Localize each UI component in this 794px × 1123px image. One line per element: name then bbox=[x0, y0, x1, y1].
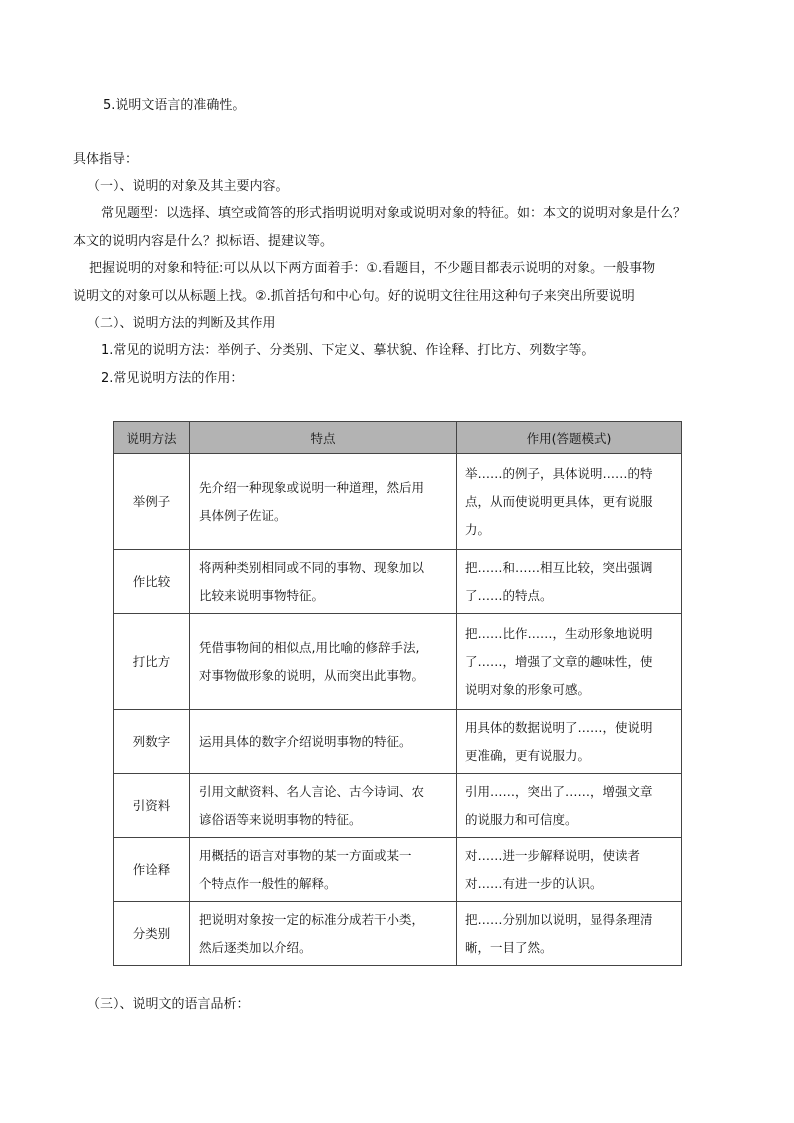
method-function bbox=[457, 838, 682, 902]
method-feature bbox=[190, 550, 457, 614]
method-name: 作诠释 bbox=[114, 838, 190, 902]
method-function bbox=[457, 902, 682, 966]
feature-line: 引用文献资料、名人言论、古今诗词、农 bbox=[199, 783, 425, 799]
header-feature: 特点 bbox=[190, 422, 457, 454]
table-row bbox=[114, 902, 682, 966]
function-line: 了……的特点。 bbox=[465, 587, 553, 603]
feature-line: 具体例子佐证。 bbox=[199, 507, 287, 523]
feature-line: 谚俗语等来说明事物的特征。 bbox=[199, 811, 362, 827]
feature-line: 把说明对象按一定的标准分成若干小类， bbox=[199, 911, 425, 927]
feature-line: 对事物做形象的说明，从而突出此事物。 bbox=[199, 667, 425, 683]
function-line: 力。 bbox=[465, 521, 491, 537]
method-function bbox=[457, 614, 682, 710]
section-3-title: （三）、说明文的语言品析： bbox=[87, 997, 250, 1012]
function-line: 把……分别加以说明，显得条理清 bbox=[465, 911, 653, 927]
function-line: 用具体的数据说明了……，使说明 bbox=[465, 719, 653, 735]
method-feature bbox=[190, 902, 457, 966]
header-function: 作用(答题模式) bbox=[457, 422, 682, 454]
function-line: 引用……，突出了……，增强文章 bbox=[465, 783, 653, 799]
table-row bbox=[114, 710, 682, 774]
method-name: 列数字 bbox=[114, 710, 190, 774]
section-2-line-2: 2.常见说明方法的作用： bbox=[101, 371, 244, 386]
method-feature bbox=[190, 774, 457, 838]
method-feature bbox=[190, 710, 457, 774]
feature-line: 凭借事物间的相似点,用比喻的修辞手法, bbox=[199, 639, 420, 655]
function-line: 点，从而使说明更具体，更有说服 bbox=[465, 493, 653, 509]
function-line: 更准确，更有说服力。 bbox=[465, 747, 591, 763]
function-line: 的说服力和可信度。 bbox=[465, 811, 578, 827]
section-1-paragraph-1-line-1: 常见题型：以选择、填空或简答的形式指明说明对象或说明对象的特征。如：本文的说明对象是什么？ bbox=[101, 206, 687, 221]
feature-line: 然后逐类加以介绍。 bbox=[199, 939, 312, 955]
section-1-paragraph-1-line-2: 本文的说明内容是什么？拟标语、提建议等。 bbox=[73, 234, 334, 249]
table-row bbox=[114, 454, 682, 550]
function-line: 了……，增强了文章的趣味性，使 bbox=[465, 653, 653, 669]
method-name: 举例子 bbox=[114, 454, 190, 550]
method-feature bbox=[190, 454, 457, 550]
table-row bbox=[114, 838, 682, 902]
method-name: 分类别 bbox=[114, 902, 190, 966]
section-1-title: （一）、说明的对象及其主要内容。 bbox=[87, 179, 289, 194]
function-line: 对……进一步解释说明，使读者 bbox=[465, 847, 641, 863]
feature-line: 比较来说明事物特征。 bbox=[199, 587, 325, 603]
item-5: 5.说明文语言的准确性。 bbox=[103, 98, 246, 113]
section-1-paragraph-2-line-1: 把握说明的对象和特征:可以从以下两方面着手：①.看题目，不少题目都表示说明的对象。一般事物 bbox=[89, 261, 656, 276]
method-function bbox=[457, 774, 682, 838]
function-line: 晰，一目了然。 bbox=[465, 939, 553, 955]
table-row bbox=[114, 614, 682, 710]
section-1-paragraph-2-line-2: 说明文的对象可以从标题上找。②.抓首括句和中心句。好的说明文往往用这种句子来突出所要说明 bbox=[73, 289, 635, 304]
table-header-row bbox=[114, 422, 682, 454]
method-name: 引资料 bbox=[114, 774, 190, 838]
method-feature bbox=[190, 614, 457, 710]
section-2-title: （二）、说明方法的判断及其作用 bbox=[87, 316, 276, 331]
function-line: 举……的例子，具体说明……的特 bbox=[465, 465, 653, 481]
function-line: 把……比作……，生动形象地说明 bbox=[465, 625, 653, 641]
method-function bbox=[457, 710, 682, 774]
header-method: 说明方法 bbox=[114, 422, 190, 454]
method-function bbox=[457, 454, 682, 550]
function-line: 对……有进一步的认识。 bbox=[465, 875, 603, 891]
table-row bbox=[114, 774, 682, 838]
method-feature bbox=[190, 838, 457, 902]
function-line: 说明对象的形象可感。 bbox=[465, 681, 591, 697]
method-name: 作比较 bbox=[114, 550, 190, 614]
method-name: 打比方 bbox=[114, 614, 190, 710]
feature-line: 个特点作一般性的解释。 bbox=[199, 875, 337, 891]
method-function bbox=[457, 550, 682, 614]
guidance-title: 具体指导： bbox=[73, 152, 139, 167]
table-row bbox=[114, 550, 682, 614]
section-2-line-1: 1.常见的说明方法：举例子、分类别、下定义、摹状貌、作诠释、打比方、列数字等。 bbox=[101, 343, 595, 358]
feature-line: 先介绍一种现象或说明一种道理，然后用 bbox=[199, 479, 425, 495]
feature-line: 将两种类别相同或不同的事物、现象加以 bbox=[199, 559, 425, 575]
feature-line: 运用具体的数字介绍说明事物的特征。 bbox=[199, 733, 412, 749]
feature-line: 用概括的语言对事物的某一方面或某一 bbox=[199, 847, 412, 863]
explanation-methods-table bbox=[113, 421, 682, 966]
function-line: 把……和……相互比较，突出强调 bbox=[465, 559, 653, 575]
